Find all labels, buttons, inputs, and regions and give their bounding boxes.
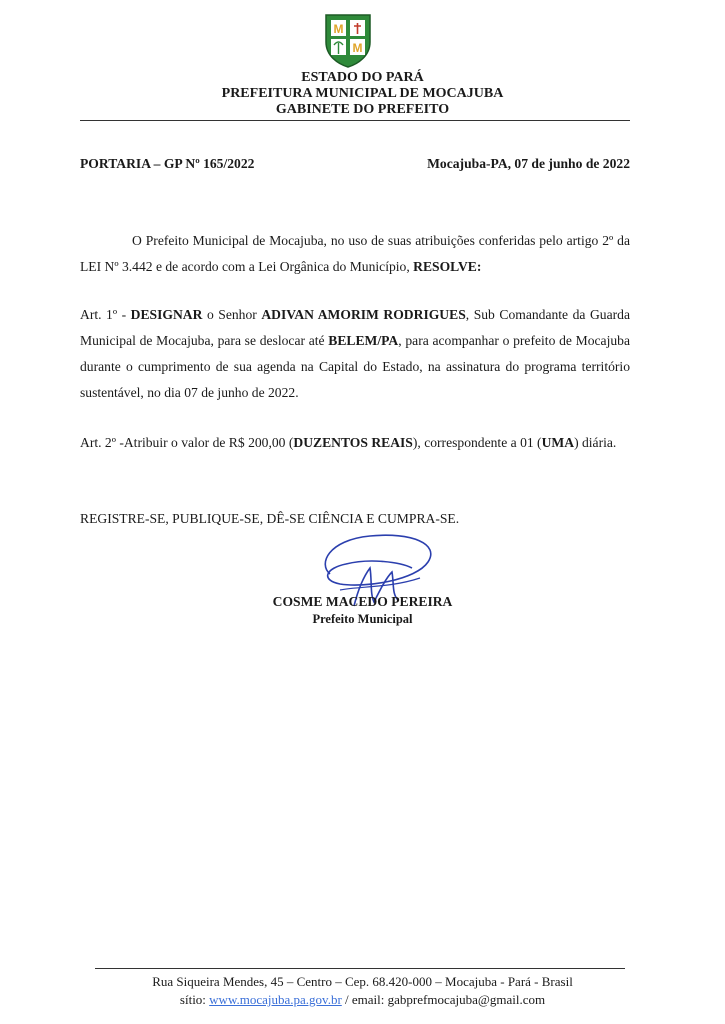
closing-statement: REGISTRE-SE, PUBLIQUE-SE, DÊ-SE CIÊNCIA E CUMPRA-SE. xyxy=(80,511,460,526)
website-link[interactable]: www.mocajuba.pa.gov.br xyxy=(209,992,342,1007)
header-rule xyxy=(80,120,630,121)
footer-contact: sítio: www.mocajuba.pa.gov.br / email: gabprefmocajuba@gmail.com xyxy=(179,992,546,1007)
municipal-crest-icon xyxy=(322,12,374,68)
article-2: Art. 2º -Atribuir o valor de R$ 200,00 (DUZENTOS REAIS), correspondente a 01 (UMA) diária. xyxy=(80,435,617,450)
intro-paragraph: O Prefeito Municipal de Mocajuba, no uso de suas atribuições conferidas pelo artigo 2º da LEI Nº 3.442 e de acordo com a Lei Orgânica do Município, RESOLVE: xyxy=(80,233,630,274)
svg-text:M: M xyxy=(352,41,363,55)
header-state: ESTADO DO PARÁ xyxy=(301,70,424,85)
header-prefecture: PREFEITURA MUNICIPAL DE MOCAJUBA xyxy=(221,86,504,101)
portaria-number: PORTARIA – GP Nº 165/2022 xyxy=(80,156,255,171)
document-date: Mocajuba-PA, 07 de junho de 2022 xyxy=(427,156,630,171)
signatory-role: Prefeito Municipal xyxy=(312,612,413,626)
footer-rule xyxy=(95,968,625,969)
signatory-name: COSME MACEDO PEREIRA xyxy=(272,594,453,609)
article-1: Art. 1º - DESIGNAR o Senhor ADIVAN AMORIM RODRIGUES, Sub Comandante da Guarda Municipal de Mocajuba, para se deslocar até BELEM/PA, para acompanhar o prefeito de Mocajuba durante o cumprimento de sua agenda na Capital do Estado, na assinatura do programa território sustentável, no dia 07 de junho de 2022. xyxy=(80,307,630,400)
email-address: gabprefmocajuba@gmail.com xyxy=(387,992,546,1007)
header-office: GABINETE DO PREFEITO xyxy=(275,102,450,117)
footer-address: Rua Siqueira Mendes, 45 – Centro – Cep. 68.420-000 – Mocajuba - Pará - Brasil xyxy=(152,974,573,989)
svg-text:M: M xyxy=(333,22,344,36)
